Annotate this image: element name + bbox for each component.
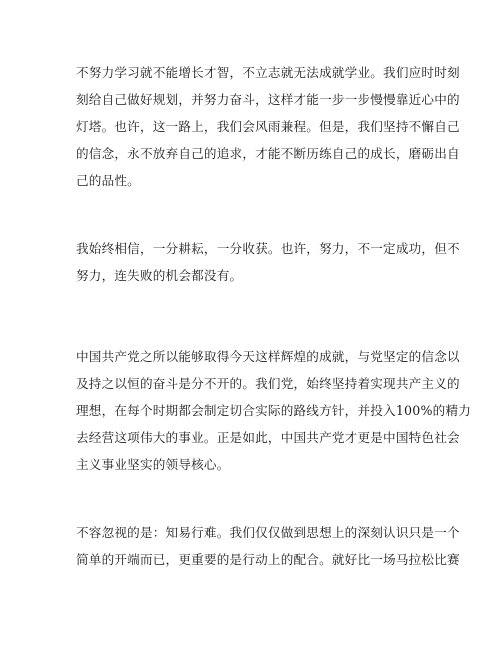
text-line: 我始终相信，一分耕耘，一分收获。也许，努力，不一定成功，但不 [76, 241, 460, 256]
text-line: 己的品性。 [76, 173, 140, 188]
text-line: 的信念，永不放弃自己的追求，才能不断历练自己的成长，磨砺出自 [76, 146, 460, 161]
text-line: 去经营这项伟大的事业。正是如此，中国共产党才更是中国特色社会 [76, 430, 460, 445]
text-line: 中国共产党之所以能够取得今天这样辉煌的成就，与党坚定的信念以 [76, 349, 460, 364]
text-line: 灯塔。也许，这一路上，我们会风雨兼程。但是，我们坚持不懈自己 [76, 119, 460, 134]
text-line: 刻给自己做好规划，并努力奋斗，这样才能一步一步慢慢靠近心中的 [76, 92, 460, 107]
text-line: 努力，连失败的机会都没有。 [76, 268, 243, 283]
paragraph-party [76, 343, 472, 478]
text-line: 及持之以恒的奋斗是分不开的。我们党，始终坚持着实现共产主义的 [76, 376, 460, 391]
text-line: 理想，在每个时期都会制定切合实际的路线方针，并投入100%的精力 [76, 403, 472, 418]
paragraph-effort [76, 235, 460, 289]
text-line: 不努力学习就不能增长才智，不立志就无法成就学业。我们应时时刻 [76, 65, 460, 80]
text-line: 简单的开端而已，更重要的是行动上的配合。就好比一场马拉松比赛 [76, 552, 460, 567]
text-line: 主义事业坚实的领导核心。 [76, 457, 230, 472]
paragraph-action [76, 519, 460, 573]
text-line: 不容忽视的是：知易行难。我们仅仅做到思想上的深刻认识只是一个 [76, 525, 460, 540]
paragraph-perseverance [76, 59, 460, 194]
